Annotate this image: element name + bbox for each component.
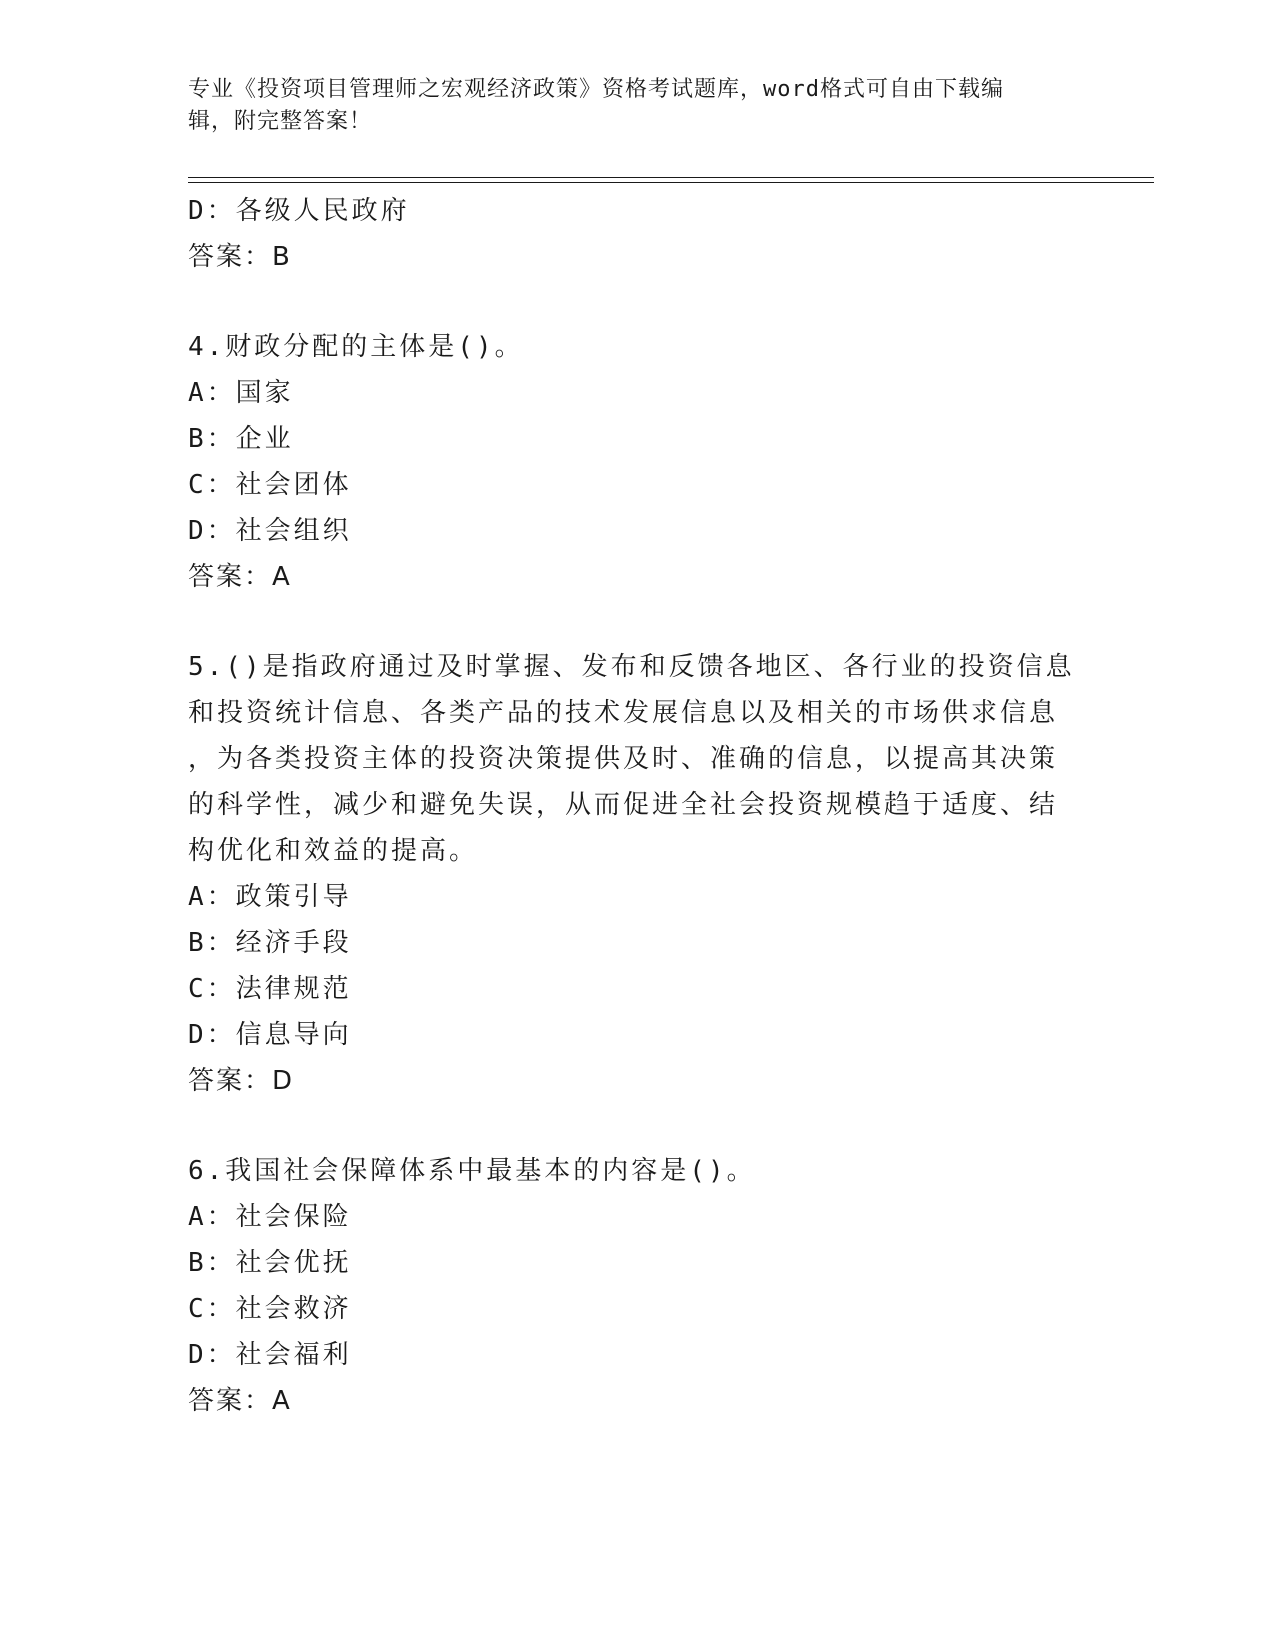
question-text-line: 6.我国社会保障体系中最基本的内容是()。 bbox=[188, 1156, 756, 1186]
question-text-line: 4.财政分配的主体是()。 bbox=[188, 332, 524, 362]
option-a: A：社会保险 bbox=[188, 1202, 352, 1232]
option-b: B：经济手段 bbox=[188, 928, 352, 958]
option-c: C：社会救济 bbox=[188, 1294, 352, 1324]
option-d: D：各级人民政府 bbox=[188, 196, 410, 226]
question-text bbox=[188, 644, 1075, 874]
question-text-line: 的科学性，减少和避免失误，从而促进全社会投资规模趋于适度、结 bbox=[188, 790, 1059, 820]
option-c: C：社会团体 bbox=[188, 470, 352, 500]
answer-line: 答案：D bbox=[188, 1066, 295, 1096]
answer-line: 答案：A bbox=[188, 562, 292, 592]
option-b: B：企业 bbox=[188, 424, 294, 454]
document-body bbox=[188, 188, 1075, 1424]
answer-line: 答案：B bbox=[188, 242, 292, 272]
option-c: C：法律规范 bbox=[188, 974, 352, 1004]
option-d: D：社会福利 bbox=[188, 1340, 352, 1370]
question-text-line: 5.()是指政府通过及时掌握、发布和反馈各地区、各行业的投资信息 bbox=[188, 652, 1075, 682]
question-text bbox=[188, 1148, 1068, 1194]
option-a: A：国家 bbox=[188, 378, 294, 408]
question-text-line: 和投资统计信息、各类产品的技术发展信息以及相关的市场供求信息 bbox=[188, 698, 1059, 728]
question-text-line: 构优化和效益的提高。 bbox=[188, 836, 479, 866]
header-divider-bottom bbox=[188, 182, 1154, 183]
question-6 bbox=[188, 1148, 1068, 1424]
option-d: D：信息导向 bbox=[188, 1020, 352, 1050]
answer-line: 答案：A bbox=[188, 1386, 292, 1416]
previous-question-tail bbox=[188, 188, 1068, 280]
header-line-2: 辑，附完整答案！ bbox=[188, 109, 373, 134]
question-text-line: ，为各类投资主体的投资决策提供及时、准确的信息，以提高其决策 bbox=[188, 744, 1059, 774]
question-5 bbox=[188, 644, 1075, 1104]
document-header bbox=[188, 74, 1068, 138]
question-4 bbox=[188, 324, 1068, 600]
option-b: B：社会优抚 bbox=[188, 1248, 352, 1278]
option-a: A：政策引导 bbox=[188, 882, 352, 912]
question-text bbox=[188, 324, 1068, 370]
header-line-1: 专业《投资项目管理师之宏观经济政策》资格考试题库，word格式可自由下载编 bbox=[188, 77, 1004, 102]
header-divider-top bbox=[188, 177, 1154, 178]
option-d: D：社会组织 bbox=[188, 516, 352, 546]
